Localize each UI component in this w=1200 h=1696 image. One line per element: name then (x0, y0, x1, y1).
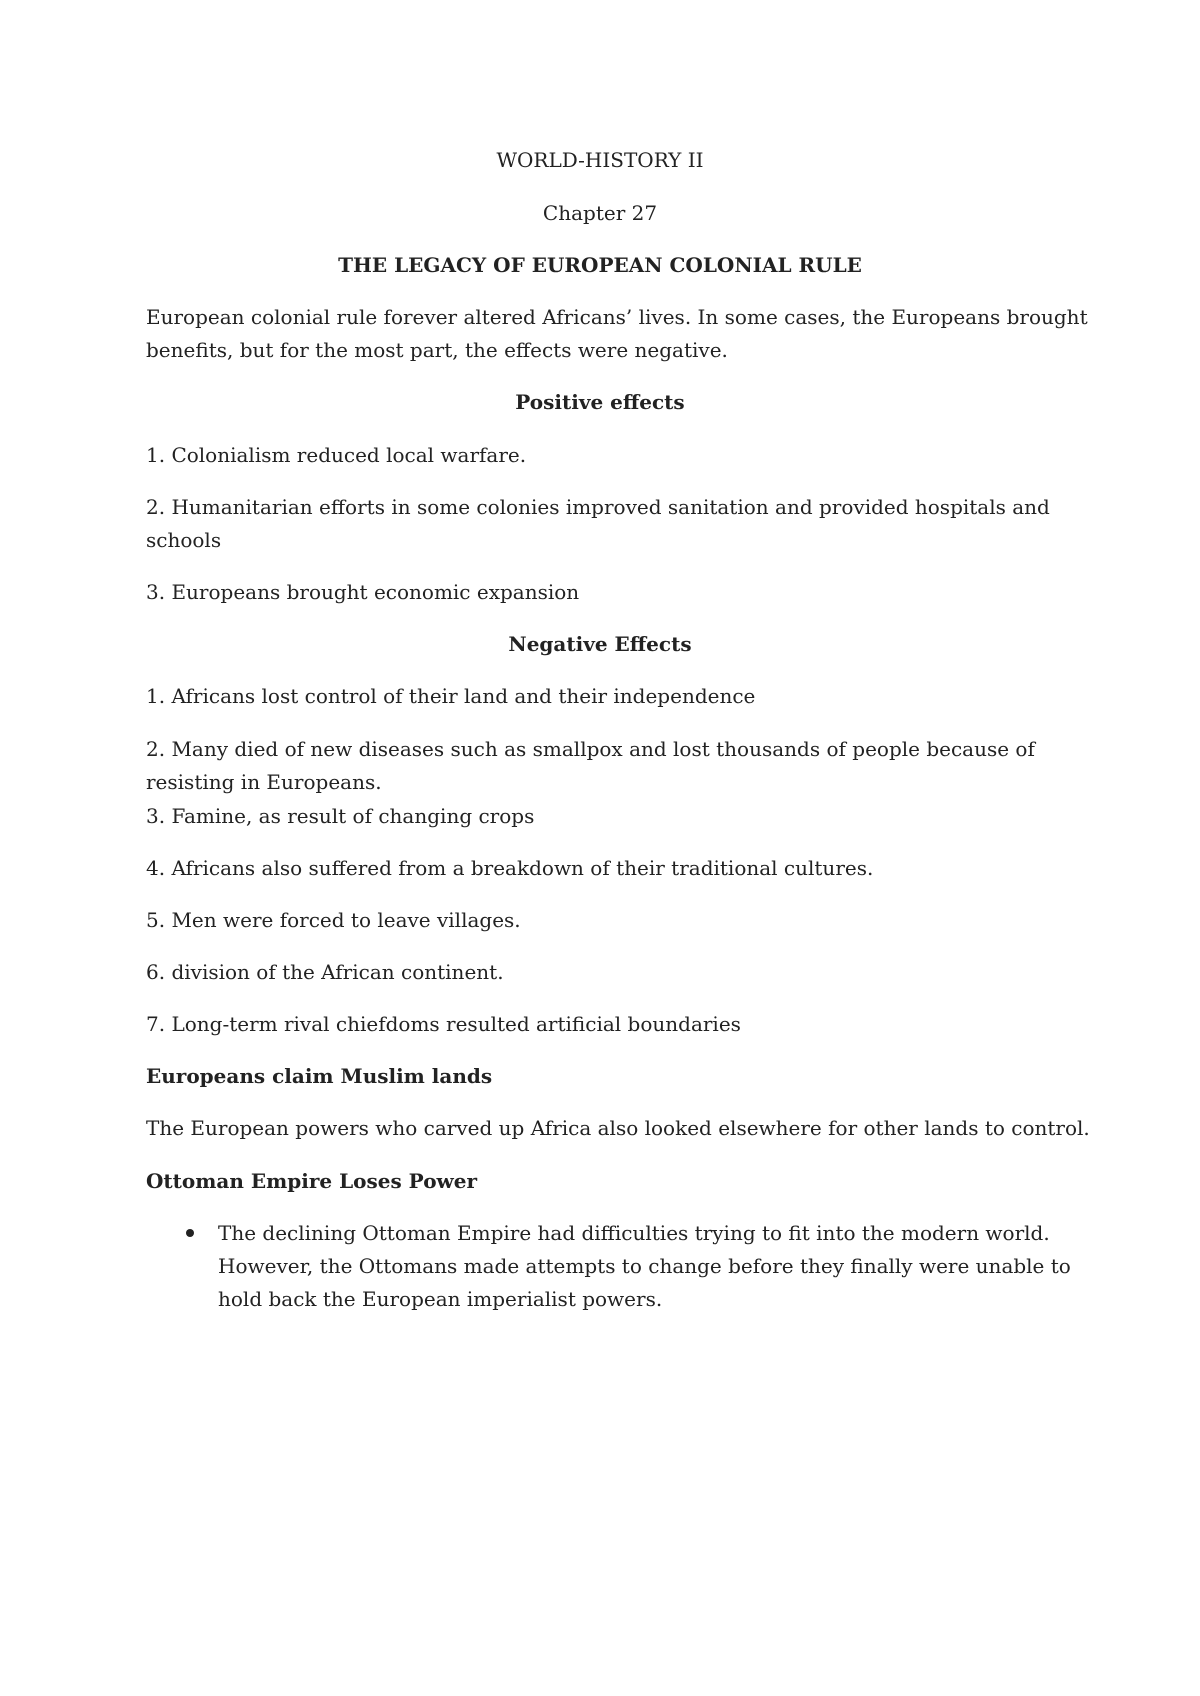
negative-item-4: 4. Africans also suffered from a breakdown of their traditional cultures. (146, 856, 874, 880)
positive-effects-heading: Positive effects (515, 390, 685, 414)
muslim-lands-text: The European powers who carved up Africa also looked elsewhere for other lands to control. (146, 1116, 1090, 1140)
negative-item-1: 1. Africans lost control of their land and their independence (146, 684, 756, 708)
ottoman-heading: Ottoman Empire Loses Power (146, 1169, 478, 1193)
negative-item-6: 6. division of the African continent. (146, 960, 504, 984)
ottoman-bullet-line-3: hold back the European imperialist powers. (218, 1287, 663, 1311)
positive-item-3: 3. Europeans brought economic expansion (146, 580, 580, 604)
ottoman-bullet-line-1: The declining Ottoman Empire had difficulties trying to fit into the modern world. (218, 1221, 1050, 1245)
bullet-icon (186, 1229, 194, 1237)
chapter-label: Chapter 27 (542, 201, 658, 225)
negative-item-2-line-1: 2. Many died of new diseases such as smallpox and lost thousands of people because of (146, 737, 1035, 761)
positive-item-2-line-1: 2. Humanitarian efforts in some colonies improved sanitation and provided hospitals and (146, 495, 1050, 519)
positive-item-2-line-2: schools (146, 528, 222, 552)
intro-line-2: benefits, but for the most part, the effects were negative. (146, 338, 728, 362)
ottoman-bullet-line-2: However, the Ottomans made attempts to change before they finally were unable to (218, 1254, 1071, 1278)
negative-item-7: 7. Long-term rival chiefdoms resulted artificial boundaries (146, 1012, 741, 1036)
negative-item-5: 5. Men were forced to leave villages. (146, 908, 521, 932)
course-title: WORLD-HISTORY II (496, 148, 704, 172)
intro-line-1: European colonial rule forever altered Africans’ lives. In some cases, the Europeans brought (146, 305, 1088, 329)
negative-effects-heading: Negative Effects (508, 632, 692, 656)
positive-item-1: 1. Colonialism reduced local warfare. (146, 443, 527, 467)
muslim-lands-heading: Europeans claim Muslim lands (146, 1064, 493, 1088)
negative-item-2-line-2: resisting in Europeans. (146, 770, 382, 794)
negative-item-3: 3. Famine, as result of changing crops (146, 804, 535, 828)
page-title: THE LEGACY OF EUROPEAN COLONIAL RULE (338, 253, 862, 277)
